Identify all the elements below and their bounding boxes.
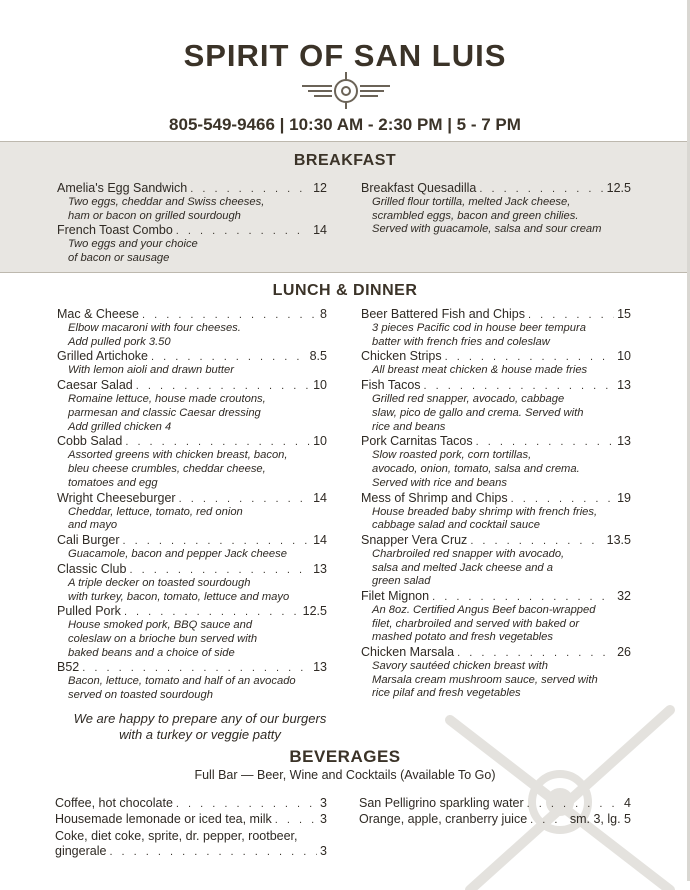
menu-item-row — [57, 604, 327, 619]
menu-item-description: Charbroiled red snapper with avocado, salsa and melted Jack cheese and a green salad — [372, 548, 565, 588]
menu-item-name: Coke, diet coke, sprite, dr. pepper, rootbeer, — [55, 828, 298, 843]
menu-item-name: Housemade lemonade or iced tea, milk — [55, 812, 272, 827]
menu-item-description: A triple decker on toasted sourdough with turkey, bacon, tomato, lettuce and mayo — [68, 576, 290, 603]
dot-leader — [275, 813, 317, 827]
menu-item-name: Cali Burger — [57, 533, 120, 548]
menu-item-row — [361, 491, 631, 506]
menu-item-price: 10 — [313, 434, 327, 449]
dot-leader — [176, 224, 310, 238]
menu-item — [57, 562, 327, 604]
menu-item-description: 3 pieces Pacific cod in house beer tempura batter with french fries and coleslaw — [372, 322, 586, 348]
menu-item-name: Snapper Vera Cruz — [361, 533, 468, 548]
menu-item-description: Two eggs and your choice of bacon or sausage — [68, 238, 198, 264]
contact-hours: 805-549-9466 | 10:30 AM - 2:30 PM | 5 - 7 PM — [169, 115, 521, 134]
menu-item-name: Cobb Salad — [57, 434, 123, 449]
menu-item-price: sm. 3, lg. 5 — [569, 812, 631, 827]
menu-item-name: Classic Club — [57, 561, 127, 576]
beverages-right-column — [359, 796, 631, 829]
dot-leader — [124, 605, 300, 619]
menu-item — [361, 434, 631, 490]
menu-item — [55, 812, 327, 827]
menu-item — [361, 378, 631, 434]
menu-item — [57, 604, 327, 660]
menu-item-description: With lemon aioli and drawn butter — [68, 364, 234, 377]
breakfast-heading: BREAKFAST — [293, 152, 397, 169]
menu-item-description: Slow roasted pork, corn tortillas, avocado, onion, tomato, salsa and crema. Served with rice and beans — [372, 449, 580, 489]
menu-item-price: 19 — [617, 490, 631, 505]
menu-item-name: Filet Mignon — [361, 589, 430, 604]
dot-leader — [82, 661, 310, 675]
menu-item-name: Wright Cheeseburger — [57, 490, 176, 505]
menu-item-row — [359, 812, 631, 827]
menu-item-row — [57, 349, 327, 364]
menu-item-price: 12 — [313, 181, 327, 195]
menu-item — [361, 349, 631, 378]
menu-item — [57, 434, 327, 490]
menu-item — [359, 796, 631, 811]
menu-item-price: 3 — [320, 812, 327, 827]
menu-item-name: Grilled Artichoke — [57, 349, 149, 364]
beverages-heading: BEVERAGES — [289, 747, 401, 766]
menu-item-description: Guacamole, bacon and pepper Jack cheese — [68, 548, 287, 561]
menu-item-description: Two eggs, cheddar and Swiss cheeses, ham or bacon on grilled sourdough — [68, 196, 265, 222]
menu-item-price: 13 — [617, 378, 631, 393]
menu-item — [57, 491, 327, 533]
menu-item — [361, 181, 631, 237]
menu-item-row — [55, 812, 327, 827]
dot-leader — [511, 492, 615, 506]
menu-item-row — [57, 181, 327, 196]
menu-item-price: 14 — [313, 490, 327, 505]
menu-item — [57, 307, 327, 349]
menu-item-name: French Toast Combo — [57, 223, 173, 238]
full-bar-note: Full Bar — Beer, Wine and Cocktails (Available To Go) — [194, 768, 496, 782]
menu-item-name: Chicken Marsala — [361, 645, 455, 660]
menu-item — [57, 181, 327, 223]
menu-item-name: Coffee, hot chocolate — [55, 796, 173, 810]
menu-item-description: Romaine lettuce, house made croutons, parmesan and classic Caesar dressing Add grilled chicken 4 — [68, 393, 266, 433]
dot-leader — [151, 350, 307, 364]
menu-item — [57, 533, 327, 562]
menu-item-name: Caesar Salad — [57, 378, 133, 393]
menu-item-description: House breaded baby shrimp with french fries, cabbage salad and cocktail sauce — [372, 505, 598, 532]
menu-item-price: 13.5 — [606, 533, 631, 548]
dot-leader — [424, 379, 615, 393]
menu-item-price: 4 — [624, 796, 631, 810]
menu-item-row — [55, 844, 327, 859]
dot-leader — [445, 350, 615, 364]
menu-item-description: An 8oz. Certified Angus Beef bacon-wrapped filet, charbroiled and served with baked or mashed potato and fresh vegetables — [372, 604, 596, 644]
dot-leader — [136, 379, 310, 393]
menu-item-description: House smoked pork, BBQ sauce and coleslaw on a brioche bun served with baked beans and a choice of side — [68, 619, 258, 659]
menu-item-price: 3 — [320, 796, 327, 810]
menu-item-name: Fish Tacos — [361, 378, 421, 393]
menu-item-name: Mess of Shrimp and Chips — [361, 490, 508, 505]
dot-leader — [109, 845, 317, 859]
dot-leader — [527, 797, 621, 811]
menu-item-description: Grilled flour tortilla, melted Jack cheese, scrambled eggs, bacon and green chilies. Served with guacamole, salsa and sour cream — [372, 196, 602, 236]
menu-item-row — [359, 796, 631, 811]
menu-item-price: 32 — [617, 589, 631, 604]
menu-item-row — [361, 307, 631, 322]
menu-item-row — [361, 533, 631, 548]
menu-item — [57, 223, 327, 265]
menu-item-row — [361, 378, 631, 393]
propeller-emblem-icon — [296, 70, 396, 110]
dot-leader — [457, 646, 614, 660]
menu-item — [57, 378, 327, 434]
menu-item — [55, 844, 327, 859]
menu-item-name: Orange, apple, cranberry juice — [359, 812, 528, 827]
menu-item — [359, 812, 631, 827]
restaurant-title: SPIRIT OF SAN LUIS — [183, 38, 507, 73]
menu-item-price: 12.5 — [606, 181, 631, 195]
menu-item-name: Pork Carnitas Tacos — [361, 434, 473, 449]
menu-item-name: Beer Battered Fish and Chips — [361, 307, 525, 321]
menu-item-row — [57, 533, 327, 548]
dot-leader — [142, 308, 317, 322]
menu-item-price: 15 — [617, 307, 631, 321]
dot-leader — [432, 590, 614, 604]
dot-leader — [125, 435, 310, 449]
menu-item-row — [361, 181, 631, 196]
dot-leader — [470, 534, 603, 548]
menu-item — [55, 796, 327, 811]
menu-item-price: 3 — [320, 843, 327, 858]
menu-item-description: All breast meat chicken & house made fries — [372, 364, 588, 377]
menu-item-name: B52 — [57, 660, 80, 675]
dot-leader — [528, 308, 614, 322]
menu-item-name: Breakfast Quesadilla — [361, 181, 477, 195]
menu-item-description: Elbow macaroni with four cheeses. Add pulled pork 3.50 — [68, 322, 241, 348]
menu-item-name: Amelia's Egg Sandwich — [57, 181, 188, 195]
menu-item-row — [361, 434, 631, 449]
menu-item-row — [57, 562, 327, 577]
menu-item-price: 10 — [313, 378, 327, 393]
menu-item-price: 13 — [617, 434, 631, 449]
menu-item-price: 13 — [313, 561, 327, 576]
menu-item-description: Bacon, lettuce, tomato and half of an avocado served on toasted sourdough — [68, 675, 296, 702]
menu-item-price: 13 — [313, 660, 327, 675]
menu-item-description: Grilled red snapper, avocado, cabbage slaw, pico de gallo and crema. Served with rice and beans — [372, 393, 584, 433]
menu-item-name: Mac & Cheese — [57, 307, 139, 321]
lunch-right-column — [361, 307, 631, 701]
menu-item-name: Chicken Strips — [361, 349, 442, 364]
menu-item-price: 10 — [617, 349, 631, 364]
menu-item-row — [57, 491, 327, 506]
menu-item-row — [55, 829, 327, 843]
menu-item-name: San Pelligrino sparkling water — [359, 796, 524, 810]
menu-item-name: gingerale — [55, 843, 107, 858]
menu-item-price: 26 — [617, 645, 631, 660]
propeller-watermark-icon — [410, 690, 690, 890]
menu-item-name: Pulled Pork — [57, 604, 121, 619]
lunch-dinner-heading: LUNCH & DINNER — [272, 282, 418, 299]
menu-item-row — [361, 589, 631, 604]
menu-item-price: 8 — [320, 307, 327, 321]
menu-item-price: 14 — [313, 533, 327, 548]
breakfast-left-column — [57, 181, 327, 265]
beverages-left-column — [55, 796, 327, 860]
menu-item-description: Cheddar, lettuce, tomato, red onion and mayo — [68, 505, 243, 532]
dot-leader — [129, 563, 310, 577]
menu-item-row — [57, 660, 327, 675]
menu-item-row — [361, 349, 631, 364]
dot-leader — [530, 813, 567, 827]
lunch-left-column — [57, 307, 327, 703]
menu-item — [361, 589, 631, 645]
dot-leader — [179, 492, 311, 506]
dot-leader — [176, 797, 317, 811]
dot-leader — [190, 182, 310, 196]
menu-item — [361, 491, 631, 533]
menu-item-row — [361, 645, 631, 660]
dot-leader — [479, 182, 603, 196]
dot-leader — [123, 534, 311, 548]
dot-leader — [476, 435, 614, 449]
menu-item — [57, 660, 327, 702]
menu-item — [57, 349, 327, 378]
burger-note: We are happy to prepare any of our burgers with a turkey or veggie patty — [73, 711, 327, 742]
menu-item-price: 8.5 — [309, 349, 327, 364]
menu-item-row — [55, 796, 327, 811]
menu-item — [55, 829, 327, 843]
menu-item-row — [57, 307, 327, 322]
breakfast-right-column — [361, 181, 631, 237]
menu-item-price: 12.5 — [302, 604, 327, 619]
menu-item-row — [57, 378, 327, 393]
menu-item-description: Savory sautéed chicken breast with Marsala cream mushroom sauce, served with rice pilaf and fresh vegetables — [372, 660, 598, 700]
menu-item-price: 14 — [313, 223, 327, 238]
menu-item-description: Assorted greens with chicken breast, bacon, bleu cheese crumbles, cheddar cheese, tomatoes and egg — [68, 449, 288, 489]
menu-item — [361, 307, 631, 349]
menu-item — [361, 533, 631, 589]
menu-item-row — [57, 434, 327, 449]
menu-item-row — [57, 223, 327, 238]
